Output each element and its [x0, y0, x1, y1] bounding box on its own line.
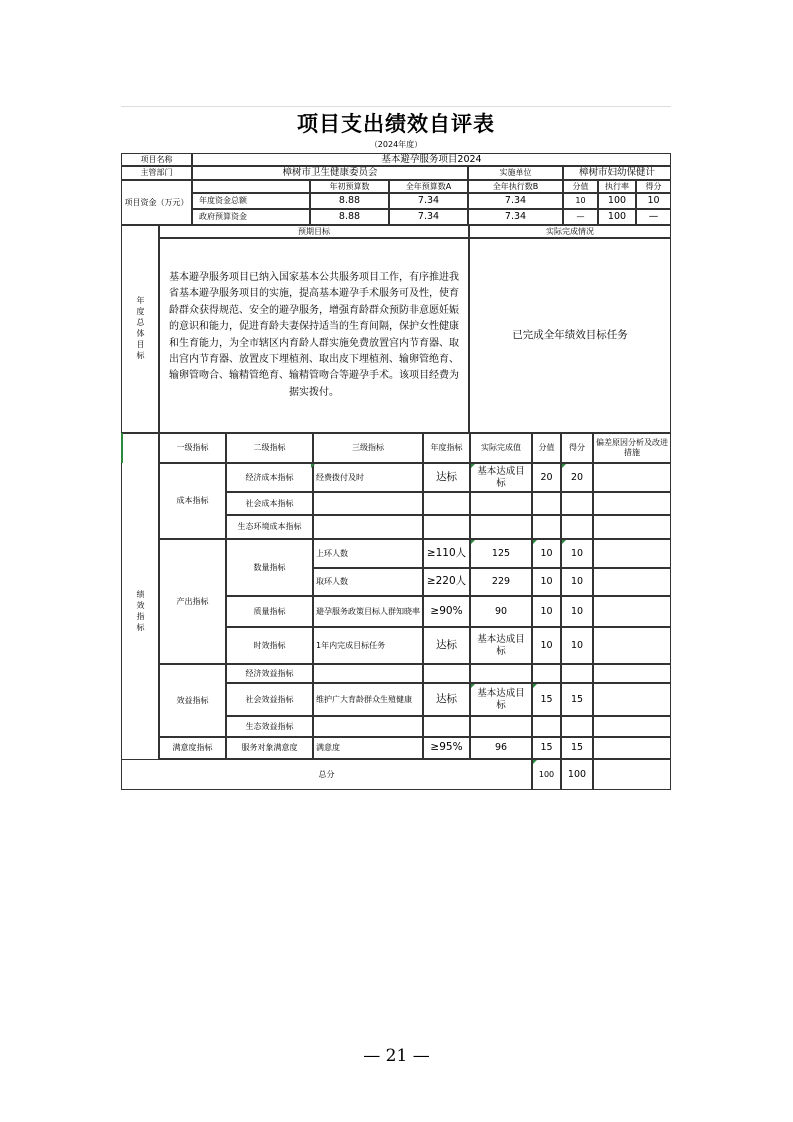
row-3-deviation	[593, 539, 671, 568]
row-8-score: 15	[561, 683, 593, 716]
row-7-l2: 经济效益指标	[226, 664, 313, 683]
cell-marker	[311, 464, 315, 468]
row-7-deviation	[593, 664, 671, 683]
row-0-l3: 经费拨付及时	[313, 463, 423, 492]
funds-row-gov-score: —	[636, 209, 671, 225]
page-number: — 21 —	[363, 1046, 430, 1066]
row-6-l2: 时效指标	[226, 627, 313, 664]
funds-row-total-score-value: 10	[563, 193, 598, 209]
row-2-score-value	[532, 515, 561, 539]
row-2-score	[561, 515, 593, 539]
row-4-target: ≥220人	[423, 568, 470, 596]
row-0-score-value: 20	[532, 463, 561, 492]
group-effect: 效益指标	[159, 664, 226, 737]
row-3-score-value: 10	[532, 539, 561, 568]
funds-row-gov-rate: 100	[598, 209, 636, 225]
row-2-actual	[470, 515, 532, 539]
row-5-target: ≥90%	[423, 596, 470, 627]
cell-marker	[562, 540, 566, 544]
funds-header-executed: 全年执行数B	[468, 180, 563, 193]
row-4-actual: 229	[470, 568, 532, 596]
row-4-score-value: 10	[532, 568, 561, 596]
row-10-target: ≥95%	[423, 737, 470, 759]
row-0-actual: 基本达成目标	[470, 463, 532, 492]
row-10-deviation	[593, 737, 671, 759]
row-5-l2: 质量指标	[226, 596, 313, 627]
row-1-score-value	[532, 492, 561, 515]
perf-header-target: 年度指标	[423, 433, 470, 463]
funds-row-gov-executed: 7.34	[468, 209, 563, 225]
dept-label: 主管部门	[121, 166, 192, 180]
row-9-l3	[313, 716, 423, 737]
row-4-score: 10	[561, 568, 593, 596]
expected-goal-header: 预期目标	[159, 225, 469, 238]
funds-header-blank	[192, 180, 310, 193]
row-10-score-value: 15	[532, 737, 561, 759]
row-7-score-value	[532, 664, 561, 683]
row-2-target	[423, 515, 470, 539]
row-9-deviation	[593, 716, 671, 737]
unit-value: 樟树市妇幼保健计	[563, 166, 671, 180]
row-3-l2: 数量指标	[226, 539, 313, 596]
row-3-target: ≥110人	[423, 539, 470, 568]
actual-result-header: 实际完成情况	[469, 225, 671, 238]
group-cost: 成本指标	[159, 463, 226, 539]
row-7-target	[423, 664, 470, 683]
cell-marker	[533, 684, 537, 688]
row-7-l3	[313, 664, 423, 683]
project-name-label: 项目名称	[121, 153, 192, 166]
funds-header-score: 得分	[636, 180, 671, 193]
perf-header-score-value: 分值	[532, 433, 561, 463]
row-6-target: 达标	[423, 627, 470, 664]
row-1-target	[423, 492, 470, 515]
cell-marker	[562, 464, 566, 468]
group-output: 产出指标	[159, 539, 226, 664]
row-1-deviation	[593, 492, 671, 515]
row-4-deviation	[593, 568, 671, 596]
row-3-l3: 上环人数	[313, 539, 423, 568]
annual-goal-label-text: 年度总体目标	[136, 296, 145, 362]
row-5-deviation	[593, 596, 671, 627]
row-8-actual: 基本达成目标	[470, 683, 532, 716]
row-9-score-value	[532, 716, 561, 737]
row-7-score	[561, 664, 593, 683]
row-6-score: 10	[561, 627, 593, 664]
row-9-score	[561, 716, 593, 737]
cell-marker	[471, 464, 475, 468]
row-8-l3: 维护广大育龄群众生殖健康	[313, 683, 423, 716]
performance-self-evaluation-table	[121, 106, 671, 790]
row-8-target: 达标	[423, 683, 470, 716]
row-0-deviation	[593, 463, 671, 492]
perf-header-l1: 一级指标	[159, 433, 226, 463]
row-9-target	[423, 716, 470, 737]
funds-row-total-score: 10	[636, 193, 671, 209]
perf-header-l3: 三级指标	[313, 433, 423, 463]
row-8-score-value: 15	[532, 683, 561, 716]
group-satisfaction: 满意度指标	[159, 737, 226, 759]
funds-row-gov-label: 政府预算资金	[192, 209, 310, 225]
perf-indicator-label-text: 绩效指标	[136, 589, 145, 634]
perf-indicator-label	[121, 433, 159, 790]
total-deviation	[593, 759, 671, 790]
perf-header-actual: 实际完成值	[470, 433, 532, 463]
funds-row-gov-initial: 8.88	[310, 209, 389, 225]
table-title: 项目支出绩效自评表	[297, 111, 495, 136]
expected-goal-text: 基本避孕服务项目已纳入国家基本公共服务项目工作，有序推进我省基本避孕服务项目的实施，提高基本避孕手术服务可及性，使育龄群众获得规范、安全的避孕服务，增强育龄群众预防非意愿妊娠的意识和能力，促进育龄夫妻保持适当的生育间隔，保护女性健康和生育能力，为全市辖区内育龄人群实施免费放置宫内节育器、取出宫内节育器、放置皮下埋植剂、取出皮下埋植剂、输卵管绝育、输卵管吻合、输精管绝育、输精管吻合等避孕手术。该项目经费为据实拨付。	[159, 238, 469, 433]
row-7-actual	[470, 664, 532, 683]
row-10-actual: 96	[470, 737, 532, 759]
row-0-score: 20	[561, 463, 593, 492]
row-0-target: 达标	[423, 463, 470, 492]
funds-row-total-initial: 8.88	[310, 193, 389, 209]
funds-row-total-annual: 7.34	[389, 193, 468, 209]
funds-header-score-value: 分值	[563, 180, 598, 193]
funds-header-initial: 年初预算数	[310, 180, 389, 193]
row-1-l3	[313, 492, 423, 515]
funds-row-total-label: 年度资金总额	[192, 193, 310, 209]
row-3-score: 10	[561, 539, 593, 568]
funds-row-gov-score-value: —	[563, 209, 598, 225]
row-6-score-value: 10	[532, 627, 561, 664]
row-5-actual: 90	[470, 596, 532, 627]
perf-header-l2: 二级指标	[226, 433, 313, 463]
row-4-l3: 取环人数	[313, 568, 423, 596]
dept-value: 樟树市卫生健康委员会	[192, 166, 468, 180]
row-3-actual: 125	[470, 539, 532, 568]
cell-marker	[533, 540, 537, 544]
row-0-l2: 经济成本指标	[226, 463, 313, 492]
row-8-l2: 社会效益指标	[226, 683, 313, 716]
row-5-l3: 避孕服务政策目标人群知晓率	[313, 596, 423, 627]
row-5-score-value: 10	[532, 596, 561, 627]
row-2-l3	[313, 515, 423, 539]
funds-header-rate: 执行率	[598, 180, 636, 193]
cell-marker	[471, 540, 475, 544]
perf-header-deviation: 偏差原因分析及改进措施	[593, 433, 671, 463]
row-10-score: 15	[561, 737, 593, 759]
total-score-value: 100	[532, 759, 561, 790]
funds-label: 项目资金（万元）	[121, 180, 192, 225]
row-1-l2: 社会成本指标	[226, 492, 313, 515]
row-6-actual: 基本达成目标	[470, 627, 532, 664]
funds-row-total-executed: 7.34	[468, 193, 563, 209]
cell-marker	[533, 760, 537, 764]
row-5-score: 10	[561, 596, 593, 627]
row-6-l3: 1年内完成目标任务	[313, 627, 423, 664]
funds-header-annual: 全年预算数A	[389, 180, 468, 193]
row-6-deviation	[593, 627, 671, 664]
row-9-actual	[470, 716, 532, 737]
total-score: 100	[561, 759, 593, 790]
annual-goal-label	[121, 225, 159, 433]
row-2-deviation	[593, 515, 671, 539]
row-1-actual	[470, 492, 532, 515]
year-subtitle: （2024年度）	[369, 140, 423, 149]
row-9-l2: 生态效益指标	[226, 716, 313, 737]
row-8-deviation	[593, 683, 671, 716]
funds-row-gov-annual: 7.34	[389, 209, 468, 225]
cell-marker	[471, 684, 475, 688]
row-1-score	[561, 492, 593, 515]
unit-label: 实施单位	[468, 166, 563, 180]
table-title-box	[121, 106, 671, 139]
funds-row-total-rate: 100	[598, 193, 636, 209]
project-name-value: 基本避孕服务项目2024	[192, 153, 671, 166]
row-10-l2: 服务对象满意度	[226, 737, 313, 759]
row-10-l3: 满意度	[313, 737, 423, 759]
actual-result-text: 已完成全年绩效目标任务	[469, 238, 671, 433]
total-label: 总分	[121, 759, 532, 790]
row-2-l2: 生态环境成本指标	[226, 515, 313, 539]
perf-header-score: 得分	[561, 433, 593, 463]
green-edge-marker	[121, 433, 123, 463]
